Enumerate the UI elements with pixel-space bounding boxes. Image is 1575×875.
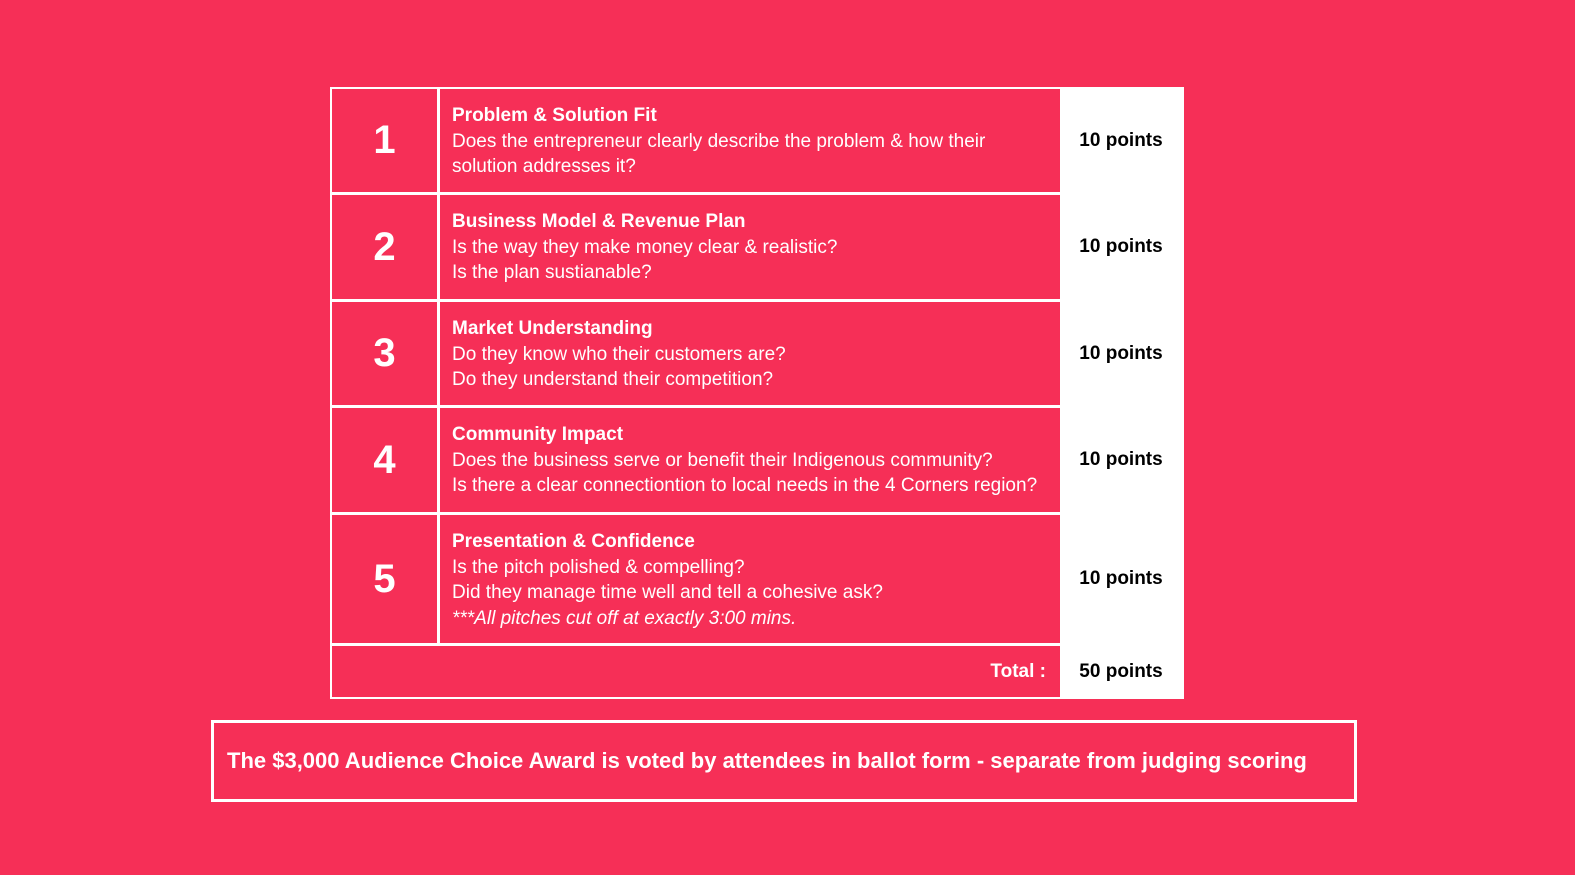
total-row (332, 646, 1182, 697)
criterion-points: 10 points (1060, 302, 1182, 405)
criterion-description (440, 195, 1060, 299)
criterion-description (440, 515, 1060, 643)
audience-choice-award-note: The $3,000 Audience Choice Award is voted by attendees in ballot form - separate from judging scoring (211, 720, 1357, 802)
criterion-title: Business Model & Revenue Plan (452, 211, 746, 232)
criterion-number: 1 (332, 89, 440, 192)
total-label: Total : (332, 646, 1060, 697)
criterion-row-2 (332, 195, 1182, 302)
criterion-title: Market Understanding (452, 318, 653, 339)
criterion-question: Do they know who their customers are? (452, 343, 786, 365)
criterion-row-5 (332, 515, 1182, 646)
criterion-title: Community Impact (452, 424, 624, 445)
criterion-description (440, 302, 1060, 405)
criterion-question: Does the entrepreneur clearly describe the problem & how their solution addresses it? (452, 130, 986, 177)
criterion-title: Presentation & Confidence (452, 531, 695, 552)
criterion-description (440, 89, 1060, 192)
criterion-number: 4 (332, 408, 440, 512)
criterion-number: 3 (332, 302, 440, 405)
criterion-note: ***All pitches cut off at exactly 3:00 mins. (452, 607, 797, 629)
criterion-row-3 (332, 302, 1182, 408)
criterion-question: Is the pitch polished & compelling? (452, 556, 745, 578)
judging-rubric-table (330, 87, 1184, 699)
criterion-description (440, 408, 1060, 512)
criterion-title: Problem & Solution Fit (452, 105, 657, 126)
criterion-points: 10 points (1060, 89, 1182, 192)
criterion-points: 10 points (1060, 408, 1182, 512)
criterion-points: 10 points (1060, 195, 1182, 299)
criterion-question: Does the business serve or benefit their Indigenous community? (452, 449, 993, 471)
total-points: 50 points (1060, 646, 1182, 697)
criterion-row-1 (332, 89, 1182, 195)
criterion-number: 5 (332, 515, 440, 643)
criterion-question: Is the way they make money clear & realistic? (452, 236, 838, 258)
criterion-question: Is there a clear connectiontion to local needs in the 4 Corners region? (452, 475, 1038, 496)
criterion-points: 10 points (1060, 515, 1182, 643)
criterion-row-4 (332, 408, 1182, 515)
criterion-question: Did they manage time well and tell a cohesive ask? (452, 582, 883, 603)
criterion-number: 2 (332, 195, 440, 299)
criterion-question: Do they understand their competition? (452, 369, 774, 390)
criterion-question: Is the plan sustianable? (452, 262, 652, 283)
